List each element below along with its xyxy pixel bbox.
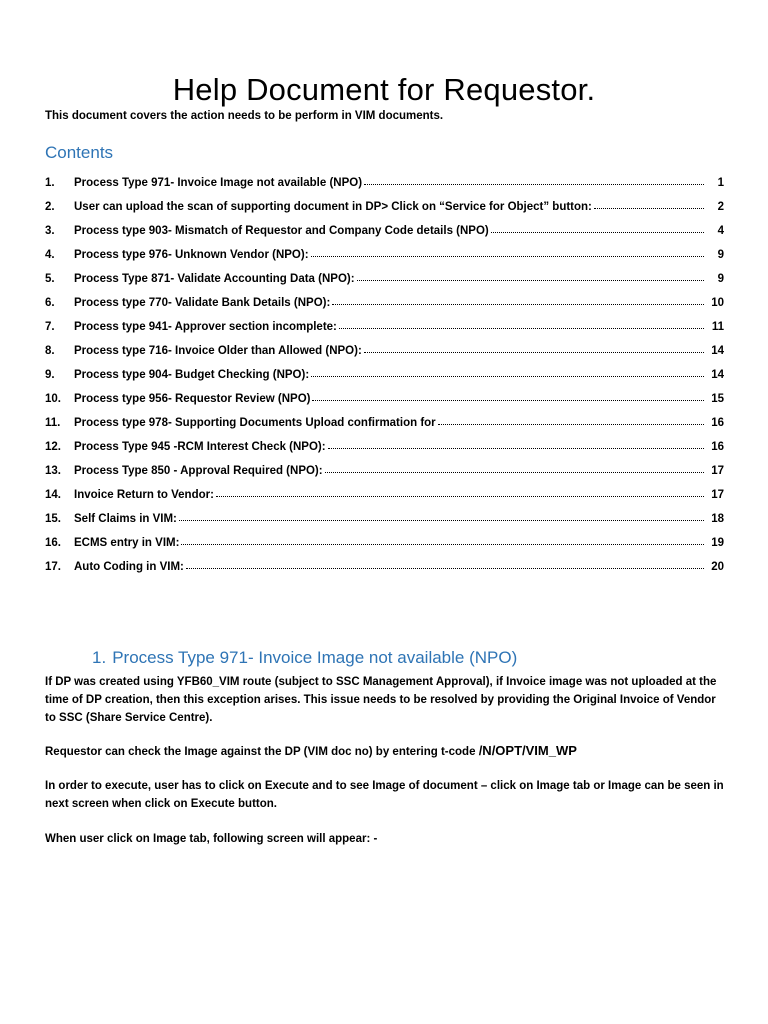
toc-dot-leader (364, 352, 704, 353)
toc-entry-title: Process type 903- Mismatch of Requestor and Company Code details (NPO) (74, 225, 489, 237)
toc-entry-page: 10 (711, 297, 724, 309)
toc-entry-page: 2 (717, 201, 724, 213)
toc-dot-leader (312, 400, 704, 401)
toc-entry-page: 14 (711, 369, 724, 381)
toc-dot-leader (438, 424, 704, 425)
section-number: 1. (92, 648, 107, 667)
intro-text: This document covers the action needs to be perform in VIM documents. (45, 110, 444, 122)
toc-entry-page: 16 (711, 441, 724, 453)
toc-entry-title: User can upload the scan of supporting document in DP> Click on “Service for Object” button: (74, 201, 592, 213)
toc-entry-title: Process type 770- Validate Bank Details (NPO): (74, 297, 331, 309)
toc-dot-leader (328, 448, 704, 449)
toc-entry-page: 4 (717, 225, 724, 237)
toc-dot-leader (594, 208, 704, 209)
toc-entry-title: Process type 716- Invoice Older than Allowed (NPO): (74, 345, 362, 357)
toc-entry-number: 9. (45, 369, 55, 381)
toc-entry-page: 20 (711, 561, 724, 573)
toc-entry-title: Process type 976- Unknown Vendor (NPO): (74, 249, 309, 261)
toc-entry-number: 15. (45, 513, 61, 525)
body-text: Requestor can check the Image against the DP (VIM doc no) by entering t-code (45, 746, 479, 758)
toc-entry[interactable] (45, 357, 724, 381)
toc-entry[interactable] (45, 165, 724, 189)
toc-entry[interactable] (45, 501, 724, 525)
toc-entry-number: 4. (45, 249, 55, 261)
toc-entry-page: 1 (717, 177, 724, 189)
toc-dot-leader (325, 472, 704, 473)
body-paragraph: If DP was created using YFB60_VIM route (subject to SSC Management Approval), if Invoice image was not uploaded at the time of DP creation, then this exception arises. This issue needs to be resolved by providing the Original Invoice of Vendor to SSC (Share Service Centre). (45, 676, 717, 724)
toc-entry-number: 7. (45, 321, 55, 333)
toc-entry[interactable] (45, 381, 724, 405)
section-title: Process Type 971- Invoice Image not available (NPO) (112, 648, 518, 667)
toc-entry-title: Process Type 871- Validate Accounting Data (NPO): (74, 273, 355, 285)
toc-entry[interactable] (45, 549, 724, 573)
toc-dot-leader (179, 520, 704, 521)
toc-entry-number: 8. (45, 345, 55, 357)
toc-entry-title: Process Type 971- Invoice Image not available (NPO) (74, 177, 363, 189)
toc-entry-title: Process type 978- Supporting Documents Upload confirmation for (74, 417, 436, 429)
contents-heading: Contents (45, 143, 114, 162)
toc-entry-title: Process type 904- Budget Checking (NPO): (74, 369, 310, 381)
toc-dot-leader (311, 256, 704, 257)
toc-entry-title: Invoice Return to Vendor: (74, 489, 214, 501)
toc-entry-number: 10. (45, 393, 61, 405)
toc-entry-number: 11. (45, 417, 61, 429)
toc-dot-leader (186, 568, 704, 569)
toc-entry[interactable] (45, 525, 724, 549)
toc-entry-number: 16. (45, 537, 61, 549)
toc-entry-page: 18 (711, 513, 724, 525)
toc-entry-title: Self Claims in VIM: (74, 513, 177, 525)
toc-entry-title: Process type 941- Approver section incomplete: (74, 321, 337, 333)
toc-entry-number: 2. (45, 201, 55, 213)
tcode-text: /N/OPT/VIM_WP (478, 743, 577, 758)
toc-entry-page: 9 (717, 273, 724, 285)
toc-entry-page: 9 (717, 249, 724, 261)
toc-entry-title: Process type 956- Requestor Review (NPO) (74, 393, 311, 405)
toc-entry-title: Auto Coding in VIM: (74, 561, 184, 573)
body-paragraph: When user click on Image tab, following screen will appear: - (45, 833, 378, 845)
toc-dot-leader (491, 232, 704, 233)
toc-entry[interactable] (45, 261, 724, 285)
toc-entry-page: 17 (711, 489, 724, 501)
toc-entry-page: 11 (711, 321, 724, 333)
toc-entry-number: 17. (45, 561, 61, 573)
toc-dot-leader (364, 184, 704, 185)
toc-entry-page: 19 (711, 537, 724, 549)
body-paragraph: In order to execute, user has to click on Execute and to see Image of document – click on Image tab or Image can be seen in next screen when click on Execute button. (45, 780, 724, 810)
document-title: Help Document for Requestor. (172, 72, 596, 107)
toc-entry-number: 1. (45, 177, 55, 189)
toc-entry-number: 13. (45, 465, 61, 477)
toc-entry[interactable] (45, 285, 724, 309)
toc-entry-number: 3. (45, 225, 55, 237)
toc-entry-page: 14 (711, 345, 724, 357)
toc-entry[interactable] (45, 309, 724, 333)
toc-entry[interactable] (45, 477, 724, 501)
toc-entry-page: 17 (711, 465, 724, 477)
toc-entry[interactable] (45, 189, 724, 213)
toc-entry-number: 14. (45, 489, 61, 501)
toc-entry[interactable] (45, 453, 724, 477)
toc-entry[interactable] (45, 333, 724, 357)
toc-entry-page: 16 (711, 417, 724, 429)
toc-entry[interactable] (45, 429, 724, 453)
toc-dot-leader (339, 328, 704, 329)
toc-entry[interactable] (45, 213, 724, 237)
toc-dot-leader (357, 280, 704, 281)
toc-entry-title: ECMS entry in VIM: (74, 537, 180, 549)
toc-entry-number: 12. (45, 441, 61, 453)
table-of-contents (45, 165, 724, 573)
toc-dot-leader (332, 304, 704, 305)
section-heading (92, 648, 517, 668)
body-paragraph (45, 742, 725, 761)
toc-entry-title: Process Type 850 - Approval Required (NPO): (74, 465, 323, 477)
toc-dot-leader (216, 496, 704, 497)
toc-entry-number: 6. (45, 297, 55, 309)
toc-dot-leader (311, 376, 704, 377)
toc-dot-leader (181, 544, 704, 545)
toc-entry[interactable] (45, 405, 724, 429)
toc-entry[interactable] (45, 237, 724, 261)
toc-entry-title: Process Type 945 -RCM Interest Check (NPO): (74, 441, 326, 453)
toc-entry-page: 15 (711, 393, 724, 405)
toc-entry-number: 5. (45, 273, 55, 285)
